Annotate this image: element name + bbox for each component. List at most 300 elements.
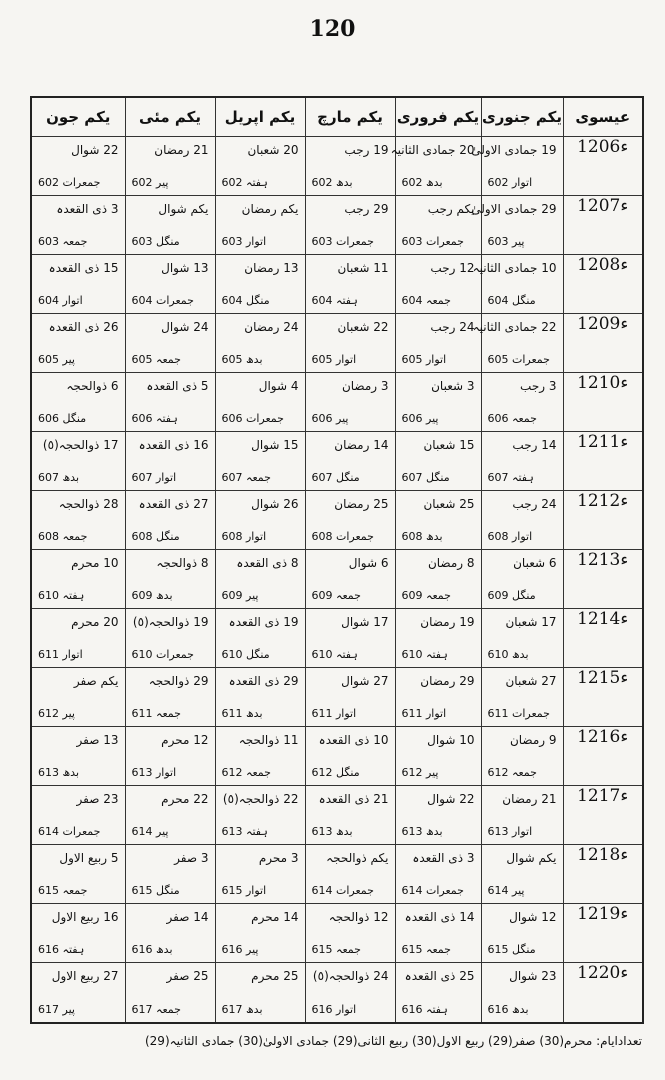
day-cell [125,786,215,845]
table-row [31,137,643,196]
hijri-year-weekday: 611 اتوار [311,707,357,720]
hijri-date: 27 ربیع الاول [51,969,119,983]
hijri-date: 6 ذوالحجہ [66,379,119,393]
hijri-date: 29 جمادی الاولیٰ [471,202,557,216]
day-cell [31,255,125,314]
day-cell [215,255,305,314]
day-cell [31,550,125,609]
hijri-year-weekday: 615 جمعہ [311,943,361,956]
hijri-year-weekday: 612 پیر [401,766,439,779]
gregorian-year: 1216ء [563,727,643,786]
header-month-apr: یکم اپریل [215,97,305,137]
hijri-date: 22 محرم [161,792,209,806]
hijri-year-weekday: 606 منگل [38,412,87,425]
gregorian-year: 1207ء [563,196,643,255]
day-cell [395,432,481,491]
gregorian-year: 1212ء [563,491,643,550]
hijri-date: 9 رمضان [509,733,557,747]
hijri-year-weekday: 610 بدھ [487,648,529,661]
hijri-date: 20 شعبان [247,143,299,157]
hijri-date: 20 محرم [71,615,119,629]
hijri-date: 6 شعبان [513,556,557,570]
hijri-date: 14 رجب [512,438,557,452]
hijri-date: 10 جمادی الثانیہ [472,261,557,275]
day-cell [395,491,481,550]
day-cell [481,845,563,904]
hijri-date: 10 ذی القعدہ [318,733,389,747]
day-cell [215,196,305,255]
hijri-year-weekday: 607 منگل [311,471,360,484]
header-month-jan: یکم جنوری [481,97,563,137]
hijri-year-weekday: 608 منگل [131,530,180,543]
day-cell [305,314,395,373]
hijri-date: 19 جمادی الاولیٰ [471,143,557,157]
hijri-date: 27 ذی القعدہ [138,497,209,511]
hijri-date: 24 رجب [512,497,557,511]
hijri-date: 14 ذی القعدہ [404,910,475,924]
hijri-year-weekday: 610 منگل [221,648,270,661]
header-month-may: یکم مئی [125,97,215,137]
day-cell [305,432,395,491]
header-month-jun: یکم جون [31,97,125,137]
hijri-year-weekday: 604 جمعہ [401,294,451,307]
hijri-year-weekday: 602 اتوار [487,176,533,189]
hijri-date: 10 محرم [71,556,119,570]
hijri-year-weekday: 610 ہفتہ [311,648,358,661]
hijri-year-weekday: 616 پیر [221,943,259,956]
day-cell [31,196,125,255]
header-row [31,97,643,137]
hijri-year-weekday: 615 منگل [487,943,536,956]
hijri-date: 27 شعبان [505,674,557,688]
hijri-year-weekday: 608 جمعرات [311,530,374,543]
day-cell [125,196,215,255]
hijri-year-weekday: 614 جمعرات [38,825,101,838]
hijri-date: 23 شوال [509,969,557,983]
hijri-year-weekday: 613 بدھ [38,766,80,779]
hijri-year-weekday: 605 اتوار [401,353,447,366]
day-cell [305,727,395,786]
hijri-year-weekday: 612 پیر [38,707,75,720]
hijri-year-weekday: 609 پیر [221,589,259,602]
day-cell [305,609,395,668]
gregorian-year: 1208ء [563,255,643,314]
day-cell [215,432,305,491]
day-cell [31,314,125,373]
hijri-date: 22 شوال [71,143,119,157]
day-cell [125,963,215,1024]
gregorian-year: 1218ء [563,845,643,904]
hijri-year-weekday: 612 جمعہ [221,766,271,779]
hijri-date: 10 شوال [427,733,475,747]
day-cell [125,668,215,727]
day-cell [125,373,215,432]
hijri-date: 21 ذی القعدہ [318,792,389,806]
day-cell [395,963,481,1024]
hijri-date: 19 ذوالحجہ(٥) [132,615,209,629]
hijri-year-weekday: 613 بدھ [311,825,353,838]
hijri-year-weekday: 617 جمعہ [131,1003,181,1016]
hijri-year-weekday: 607 منگل [401,471,450,484]
hijri-date: 27 شوال [341,674,389,688]
hijri-year-weekday: 605 بدھ [221,353,263,366]
day-cell [471,196,563,255]
hijri-date: 5 ذی القعدہ [146,379,209,393]
days-count-legend: تعدادایام: محرم(30) صفر(29) ربیع الاول(30) ربیع الثانی(29) جمادی الاولیٰ(30) جمادی الثانیہ(29) [144,1034,642,1048]
table-row [31,373,643,432]
hijri-year-weekday: 612 منگل [311,766,360,779]
table-row [31,255,643,314]
table-row [31,432,643,491]
hijri-year-weekday: 609 منگل [487,589,536,602]
table-row [31,786,643,845]
hijri-date: 24 رمضان [244,320,299,334]
day-cell [125,314,215,373]
hijri-year-weekday: 611 جمعہ [131,707,181,720]
gregorian-year: 1210ء [563,373,643,432]
day-cell [305,491,395,550]
table-row [31,550,643,609]
day-cell [305,196,395,255]
day-cell [395,904,481,963]
hijri-date: 3 رجب [520,379,557,393]
day-cell [31,432,125,491]
day-cell [395,668,481,727]
hijri-year-weekday: 602 پیر [131,176,169,189]
hijri-year-weekday: 616 اتوار [311,1003,357,1016]
hijri-date: یکم صفر [73,674,119,688]
hijri-year-weekday: 606 جمعرات [221,412,284,425]
hijri-date: 16 ذی القعدہ [138,438,209,452]
day-cell [395,373,481,432]
hijri-date: 3 صفر [174,851,209,865]
table-row [31,904,643,963]
hijri-year-weekday: 613 بدھ [401,825,443,838]
hijri-year-weekday: 607 بدھ [38,471,80,484]
hijri-year-weekday: 613 اتوار [131,766,177,779]
hijri-year-weekday: 603 پیر [487,235,525,248]
day-cell [481,550,563,609]
hijri-year-weekday: 602 ہفتہ [221,176,268,189]
day-cell [215,491,305,550]
hijri-year-weekday: 616 ہفتہ [401,1003,448,1016]
day-cell [305,963,395,1024]
hijri-year-weekday: 610 ہفتہ [401,648,448,661]
gregorian-year: 1217ء [563,786,643,845]
hijri-date: 29 رجب [344,202,389,216]
hijri-year-weekday: 609 بدھ [131,589,173,602]
hijri-date: 29 ذی القعدہ [228,674,299,688]
day-cell [481,432,563,491]
day-cell [31,491,125,550]
gregorian-year: 1215ء [563,668,643,727]
hijri-year-weekday: 603 جمعہ [38,235,88,248]
table-row [31,963,643,1024]
hijri-date: 4 شوال [258,379,299,393]
hijri-year-weekday: 616 بدھ [487,1003,529,1016]
hijri-year-weekday: 615 جمعہ [38,884,88,897]
gregorian-year: 1211ء [563,432,643,491]
day-cell [395,196,481,255]
hijri-year-weekday: 609 جمعہ [311,589,361,602]
hijri-date: 8 ذی القعدہ [236,556,299,570]
hijri-year-weekday: 606 جمعہ [487,412,537,425]
day-cell [481,609,563,668]
day-cell [472,314,563,373]
hijri-date: 3 ذی القعدہ [56,202,119,216]
day-cell [305,373,395,432]
day-cell [31,904,125,963]
hijri-year-weekday: 608 اتوار [221,530,267,543]
hijri-date: 24 شوال [161,320,209,334]
day-cell [481,668,563,727]
day-cell [472,255,563,314]
hijri-year-weekday: 606 ہفتہ [131,412,178,425]
hijri-date: 21 رمضان [154,143,209,157]
table-row [31,727,643,786]
page-number: 120 [309,16,356,42]
hijri-date: 14 صفر [166,910,209,924]
hijri-year-weekday: 615 منگل [131,884,180,897]
hijri-date: 3 ذی القعدہ [412,851,475,865]
hijri-year-weekday: 604 منگل [487,294,536,307]
day-cell [31,786,125,845]
hijri-date: 8 رمضان [427,556,475,570]
hijri-date: 12 ذوالحجہ [328,910,389,924]
day-cell [481,786,563,845]
hijri-year-weekday: 609 جمعہ [401,589,451,602]
day-cell [481,373,563,432]
hijri-year-weekday: 611 جمعرات [487,707,550,720]
hijri-date: 23 صفر [76,792,119,806]
header-month-feb: یکم فروری [395,97,481,137]
day-cell [215,609,305,668]
hijri-date: 12 محرم [161,733,209,747]
hijri-year-weekday: 603 جمعرات [311,235,374,248]
hijri-date: 22 جمادی الثانیہ [472,320,557,334]
hijri-year-weekday: 607 جمعہ [221,471,271,484]
table-row [31,668,643,727]
day-cell [125,727,215,786]
day-cell [125,137,215,196]
day-cell [305,904,395,963]
hijri-year-weekday: 603 اتوار [221,235,267,248]
hijri-date: 24 رجب [430,320,475,334]
hijri-date: 25 ذی القعدہ [404,969,475,983]
day-cell [215,963,305,1024]
hijri-date: 3 شعبان [431,379,475,393]
hijri-date: یکم شوال [158,202,209,216]
day-cell [395,845,481,904]
hijri-date: 19 رمضان [420,615,475,629]
gregorian-year: 1214ء [563,609,643,668]
hijri-year-weekday: 606 پیر [401,412,439,425]
hijri-date: 14 محرم [251,910,299,924]
hijri-date: 26 ذی القعدہ [48,320,119,334]
header-era: عیسوی [563,97,643,137]
gregorian-year: 1209ء [563,314,643,373]
day-cell [31,609,125,668]
day-cell [31,668,125,727]
hijri-date: 12 رجب [430,261,475,275]
day-cell [125,432,215,491]
hijri-year-weekday: 612 جمعہ [487,766,537,779]
hijri-year-weekday: 605 اتوار [311,353,357,366]
hijri-year-weekday: 607 اتوار [131,471,177,484]
hijri-year-weekday: 615 اتوار [221,884,267,897]
hijri-date: 3 محرم [258,851,299,865]
hijri-year-weekday: 617 بدھ [221,1003,263,1016]
day-cell [305,137,395,196]
day-cell [31,137,125,196]
day-cell [471,137,563,196]
gregorian-year: 1213ء [563,550,643,609]
hijri-date: 22 شوال [427,792,475,806]
day-cell [305,668,395,727]
hijri-year-weekday: 604 منگل [221,294,270,307]
hijri-year-weekday: 606 پیر [311,412,349,425]
table-row [31,491,643,550]
day-cell [395,314,481,373]
day-cell [31,727,125,786]
hijri-year-weekday: 614 جمعرات [401,884,464,897]
hijri-year-weekday: 611 بدھ [221,707,263,720]
hijri-date: 14 رمضان [334,438,389,452]
day-cell [481,963,563,1024]
day-cell [215,373,305,432]
hijri-date: 5 ربیع الاول [59,851,119,865]
hijri-year-weekday: 610 ہفتہ [38,589,85,602]
table-row [31,314,643,373]
day-cell [31,845,125,904]
hijri-date: 12 شوال [509,910,557,924]
hijri-year-weekday: 602 بدھ [401,176,443,189]
hijri-date: 26 شوال [251,497,299,511]
hijri-year-weekday: 611 اتوار [38,648,83,661]
hijri-date: 16 ربیع الاول [51,910,119,924]
hijri-year-weekday: 610 جمعرات [131,648,194,661]
gregorian-year: 1219ء [563,904,643,963]
hijri-date: 22 شعبان [337,320,389,334]
hijri-year-weekday: 605 جمعہ [131,353,181,366]
table-row [31,196,643,255]
hijri-year-weekday: 615 جمعہ [401,943,451,956]
hijri-date: 15 ذی القعدہ [48,261,119,275]
hijri-date: 8 ذوالحجہ [156,556,209,570]
day-cell [395,786,481,845]
header-month-mar: یکم مارچ [305,97,395,137]
hijri-date: 13 صفر [76,733,119,747]
hijri-date: یکم رمضان [241,202,299,216]
day-cell [395,727,481,786]
day-cell [125,904,215,963]
hijri-date: یکم ذوالحجہ [326,851,389,865]
hijri-date: 25 رمضان [334,497,389,511]
day-cell [215,314,305,373]
hijri-date: 25 محرم [251,969,299,983]
hijri-date: 17 ذوالحجہ(٥) [42,438,119,452]
hijri-year-weekday: 608 اتوار [487,530,533,543]
day-cell [215,845,305,904]
day-cell [305,550,395,609]
hijri-date: 28 ذوالحجہ [58,497,119,511]
hijri-date: 20 جمادی الثانیہ [390,143,475,157]
day-cell [215,137,305,196]
day-cell [215,668,305,727]
day-cell [305,255,395,314]
day-cell [390,137,481,196]
hijri-year-weekday: 604 ہفتہ [311,294,358,307]
hijri-year-weekday: 602 جمعرات [38,176,101,189]
hijri-year-weekday: 613 اتوار [487,825,533,838]
hijri-year-weekday: 616 ہفتہ [38,943,85,956]
hijri-date: 15 شعبان [423,438,475,452]
gregorian-year: 1220ء [563,963,643,1024]
hijri-date: 17 شعبان [505,615,557,629]
hijri-date: 13 رمضان [244,261,299,275]
day-cell [305,845,395,904]
day-cell [215,904,305,963]
day-cell [215,727,305,786]
hijri-date: یکم شوال [506,851,557,865]
hijri-year-weekday: 614 جمعرات [311,884,374,897]
hijri-date: 21 رمضان [502,792,557,806]
day-cell [395,550,481,609]
hijri-year-weekday: 603 جمعرات [401,235,464,248]
day-cell [125,550,215,609]
calendar-table [30,96,644,1024]
hijri-date: 19 رجب [344,143,389,157]
hijri-year-weekday: 604 جمعرات [131,294,194,307]
hijri-year-weekday: 602 بدھ [311,176,353,189]
hijri-year-weekday: 613 ہفتہ [221,825,268,838]
hijri-year-weekday: 616 بدھ [131,943,173,956]
day-cell [125,491,215,550]
hijri-date: 11 شعبان [337,261,389,275]
hijri-date: 29 رمضان [420,674,475,688]
hijri-date: 11 ذوالحجہ [238,733,299,747]
hijri-date: 24 ذوالحجہ(٥) [312,969,389,983]
day-cell [481,491,563,550]
day-cell [395,609,481,668]
hijri-year-weekday: 608 جمعہ [38,530,88,543]
table-row [31,845,643,904]
hijri-year-weekday: 614 پیر [131,825,169,838]
day-cell [481,904,563,963]
day-cell [125,609,215,668]
hijri-year-weekday: 617 پیر [38,1003,75,1016]
day-cell [215,786,305,845]
hijri-date: 6 شوال [348,556,389,570]
hijri-year-weekday: 605 جمعرات [487,353,550,366]
hijri-date: 15 شوال [251,438,299,452]
hijri-date: 19 ذی القعدہ [228,615,299,629]
hijri-year-weekday: 614 پیر [487,884,525,897]
hijri-date: 3 رمضان [341,379,389,393]
gregorian-year: 1206ء [563,137,643,196]
day-cell [481,727,563,786]
hijri-year-weekday: 608 بدھ [401,530,443,543]
day-cell [305,786,395,845]
hijri-date: 25 صفر [166,969,209,983]
hijri-year-weekday: 611 اتوار [401,707,447,720]
hijri-year-weekday: 605 پیر [38,353,75,366]
hijri-date: 17 شوال [341,615,389,629]
day-cell [125,255,215,314]
day-cell [31,373,125,432]
day-cell [125,845,215,904]
hijri-year-weekday: 607 ہفتہ [487,471,534,484]
